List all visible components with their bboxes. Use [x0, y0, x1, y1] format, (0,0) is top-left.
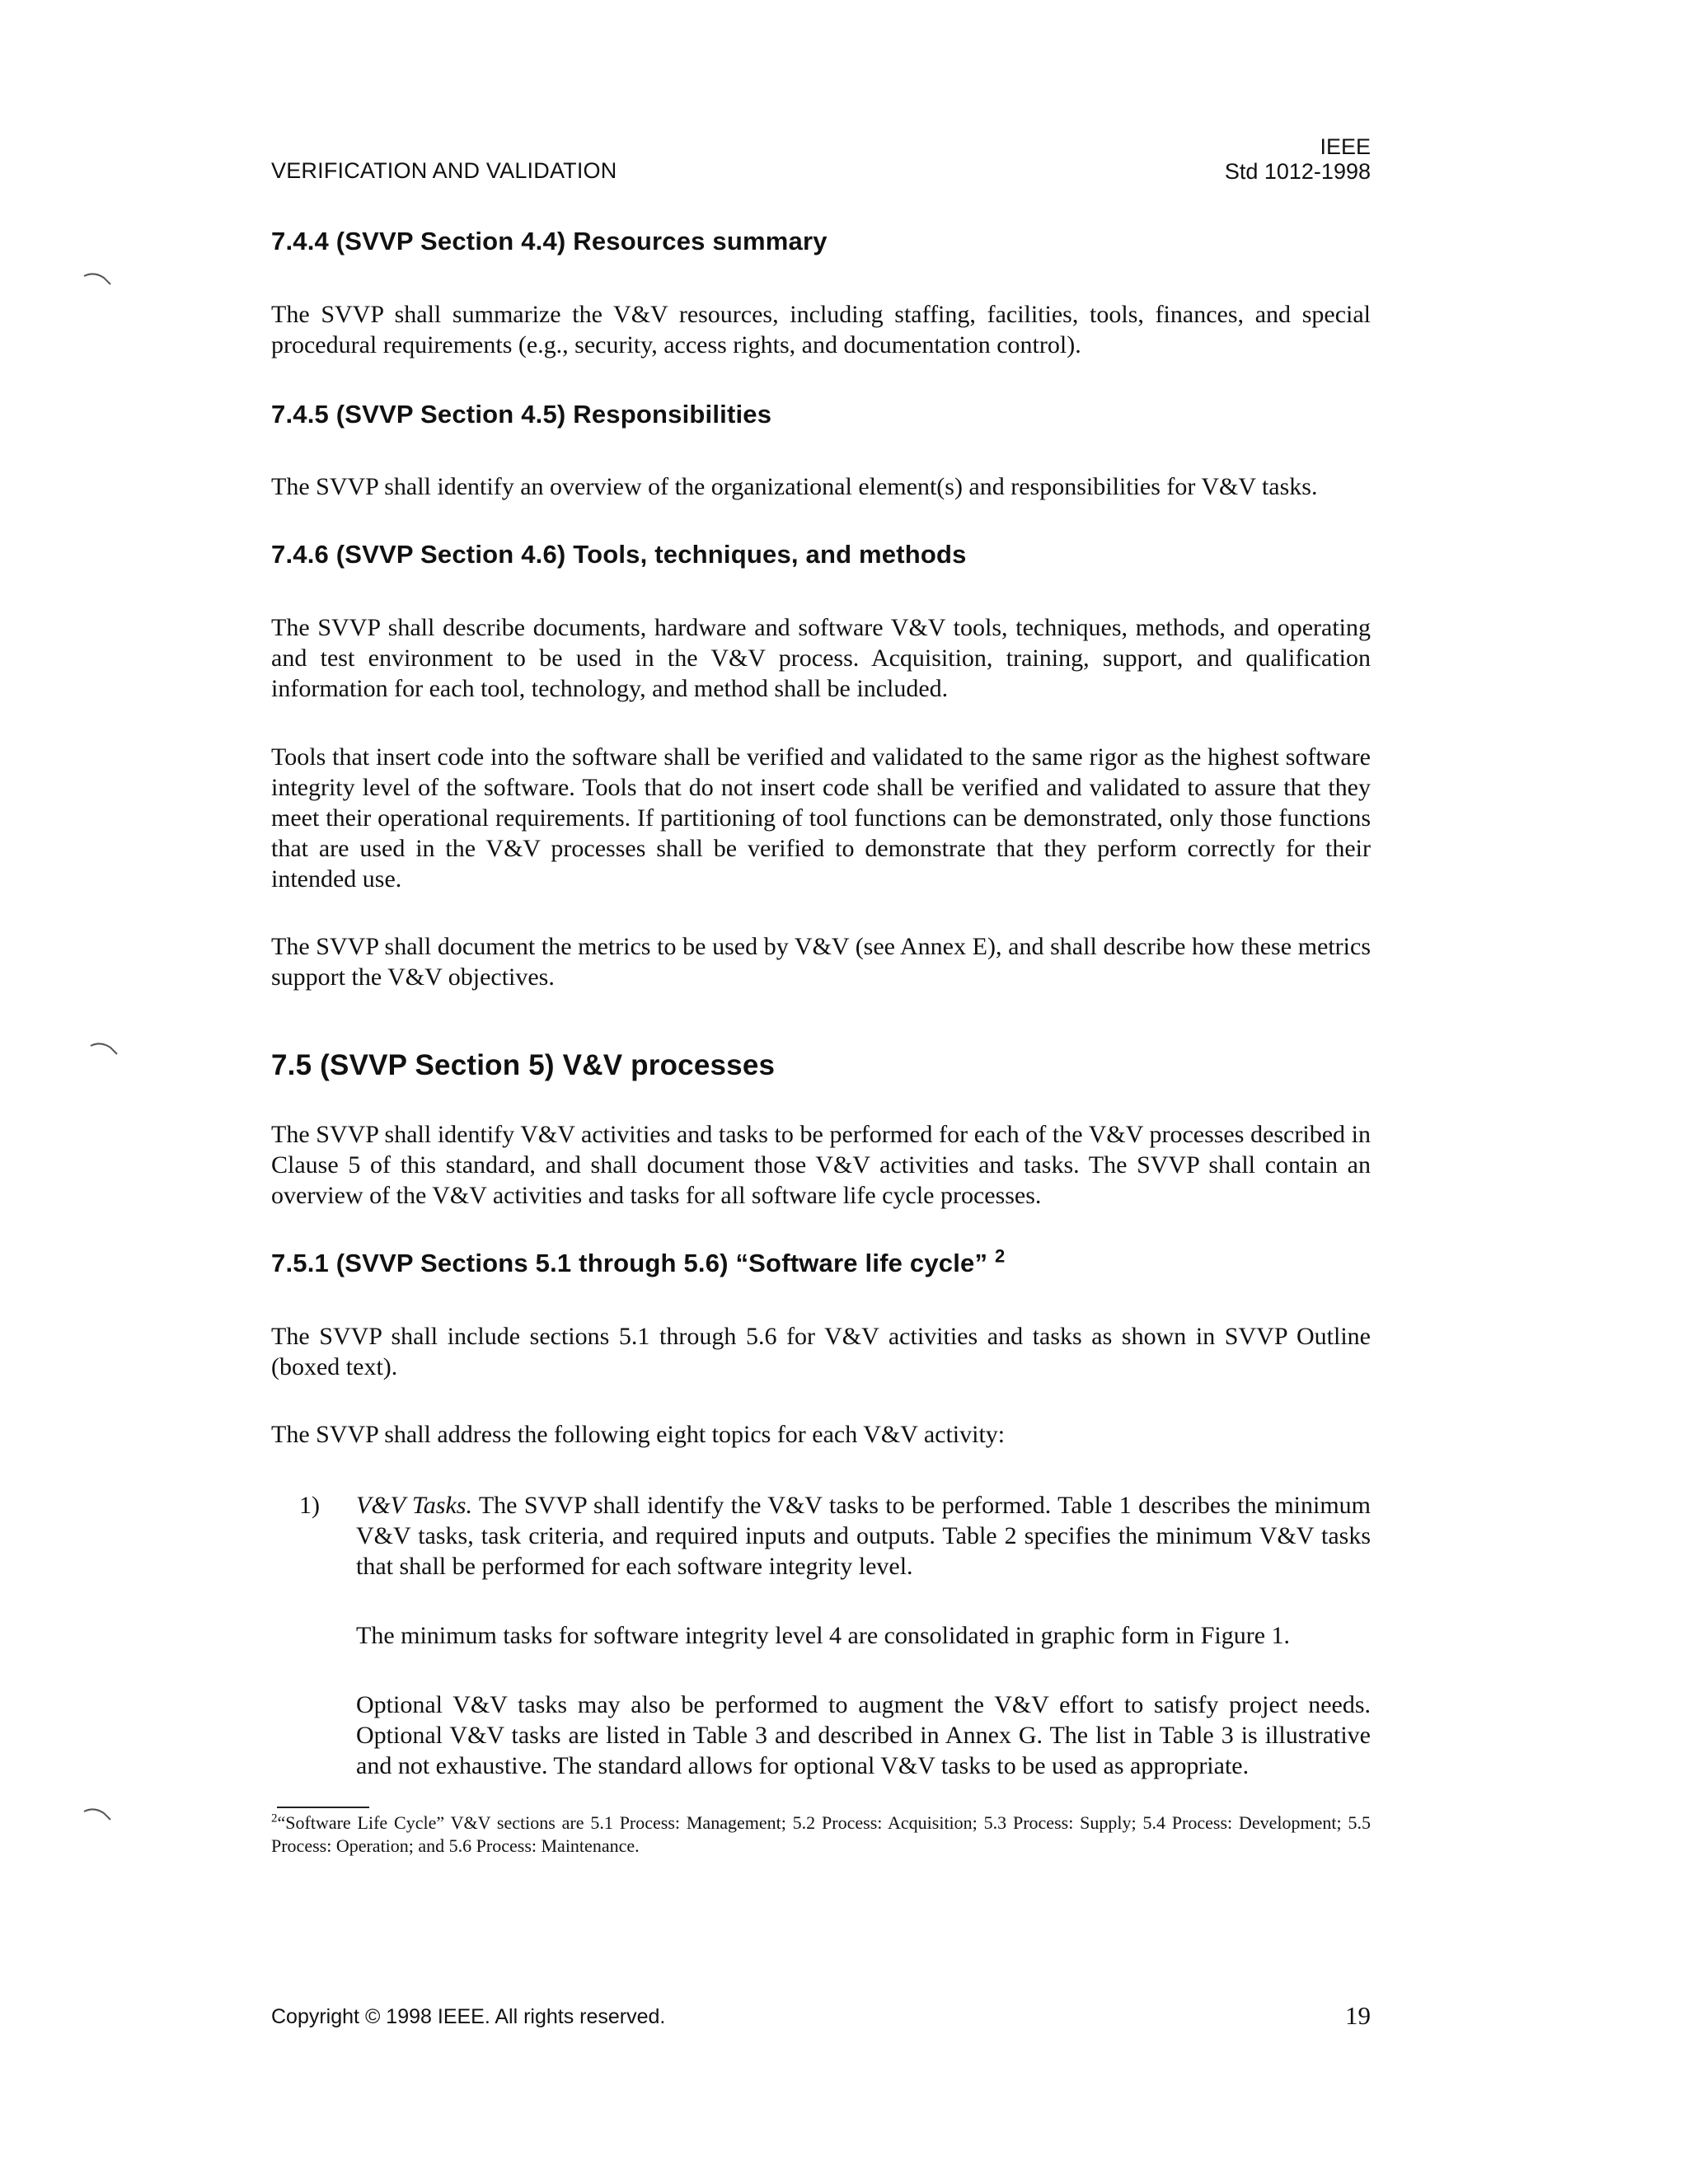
footnote — [271, 1811, 1371, 1858]
paragraph: Tools that insert code into the software shall be verified and validated to the same rigor as the highest software integrity level of the software. Tools that do not insert code shall be verified and validated to assure that they meet their operational requirements. If partitioning of tool functions can be demonstrated, only those functions that are used in the V&V processes shall be verified to demonstrate that they perform correctly for their intended use. — [271, 743, 1371, 893]
section-7-4-5 — [271, 400, 1371, 429]
section-heading: 7.5 (SVVP Section 5) V&V processes — [271, 1049, 776, 1081]
page-number: 19 — [1345, 2001, 1371, 2030]
paragraph: The SVVP shall identify an overview of the organizational element(s) and responsibilities for V&V tasks. — [271, 473, 1318, 500]
section-7-5-1-body — [271, 1321, 1371, 1382]
paragraph: The SVVP shall include sections 5.1 through 5.6 for V&V activities and tasks as shown in SVVP Outline (boxed text). — [271, 1323, 1371, 1380]
section-7-5-1-body-2 — [271, 1419, 1371, 1450]
list-item — [271, 1490, 1371, 1582]
running-header-title: VERIFICATION AND VALIDATION — [271, 158, 617, 183]
section-7-4-6-body-3 — [271, 931, 1371, 992]
list-item-paragraph: The minimum tasks for software integrity level 4 are consolidated in graphic form in Figure 1. — [356, 1622, 1291, 1649]
header-std-number: Std 1012-1998 — [1224, 159, 1371, 184]
paragraph: The SVVP shall describe documents, hardware and software V&V tools, techniques, methods, and operating and test environment to be used in the V&V process. Acquisition, training, support, and qualification information for each tool, technology, and method shall be included. — [271, 614, 1371, 702]
section-7-4-6-body-2 — [271, 742, 1371, 894]
section-heading: 7.4.6 (SVVP Section 4.6) Tools, techniques, and methods — [271, 540, 967, 569]
paragraph: The SVVP shall summarize the V&V resources, including staffing, facilities, tools, finances, and special procedural requirements (e.g., security, access rights, and documentation control). — [271, 301, 1371, 359]
section-7-5-1 — [271, 1245, 1371, 1278]
footnote-number: 2 — [271, 1811, 278, 1825]
section-heading — [271, 1245, 1371, 1278]
section-7-5 — [271, 1049, 1371, 1082]
scan-mark — [82, 1805, 115, 1825]
section-heading-text: 7.5.1 (SVVP Sections 5.1 through 5.6) “Software life cycle” — [271, 1249, 988, 1277]
section-heading: 7.4.4 (SVVP Section 4.4) Resources summary — [271, 227, 828, 255]
paragraph: The SVVP shall address the following eight topics for each V&V activity: — [271, 1421, 1006, 1448]
running-header-standard — [1225, 134, 1371, 184]
footnote-reference: 2 — [995, 1245, 1006, 1267]
header-ieee: IEEE — [1320, 134, 1371, 159]
section-7-4-5-body — [271, 471, 1371, 502]
list-item-title: V&V Tasks. — [356, 1492, 472, 1519]
scan-mark — [89, 1039, 122, 1059]
footnote-text: “Software Life Cycle” V&V sections are 5.1 Process: Management; 5.2 Process: Acquisition; 5.3 Process: Supply; 5.4 Process: Development; 5.5 Process: Operation; and 5.6 Process: Maintenance. — [271, 1812, 1371, 1856]
copyright-notice: Copyright © 1998 IEEE. All rights reserved. — [271, 2005, 666, 2028]
list-item-number: 1) — [299, 1492, 320, 1519]
section-heading: 7.4.5 (SVVP Section 4.5) Responsibilities — [271, 400, 772, 429]
list-item-paragraph: Optional V&V tasks may also be performed to augment the V&V effort to satisfy project needs. Optional V&V tasks are listed in Table 3 and described in Annex G. The list in Table 3 is illustrative and not exhaustive. The standard allows for optional V&V tasks to be used as appropriate. — [356, 1691, 1371, 1779]
section-7-4-4 — [271, 227, 1371, 256]
list-item-body: The SVVP shall identify the V&V tasks to be performed. Table 1 describes the minimum V&V tasks, task criteria, and required inputs and outputs. Table 2 specifies the minimum V&V tasks that shall be performed for each software integrity level. — [356, 1492, 1371, 1580]
section-7-4-6-body — [271, 612, 1371, 704]
section-7-4-6 — [271, 540, 1371, 569]
paragraph: The SVVP shall document the metrics to be used by V&V (see Annex E), and shall describe how these metrics support the V&V objectives. — [271, 933, 1371, 991]
scan-mark — [82, 269, 115, 289]
section-7-5-body — [271, 1119, 1371, 1211]
footnote-rule — [277, 1807, 369, 1808]
list-item-text — [356, 1490, 1371, 1582]
paragraph: The SVVP shall identify V&V activities and tasks to be performed for each of the V&V processes described in Clause 5 of this standard, and shall document those V&V activities and tasks. The SVVP shall contain an overview of the V&V activities and tasks for all software life cycle processes. — [271, 1121, 1371, 1209]
section-7-4-4-body — [271, 299, 1371, 360]
